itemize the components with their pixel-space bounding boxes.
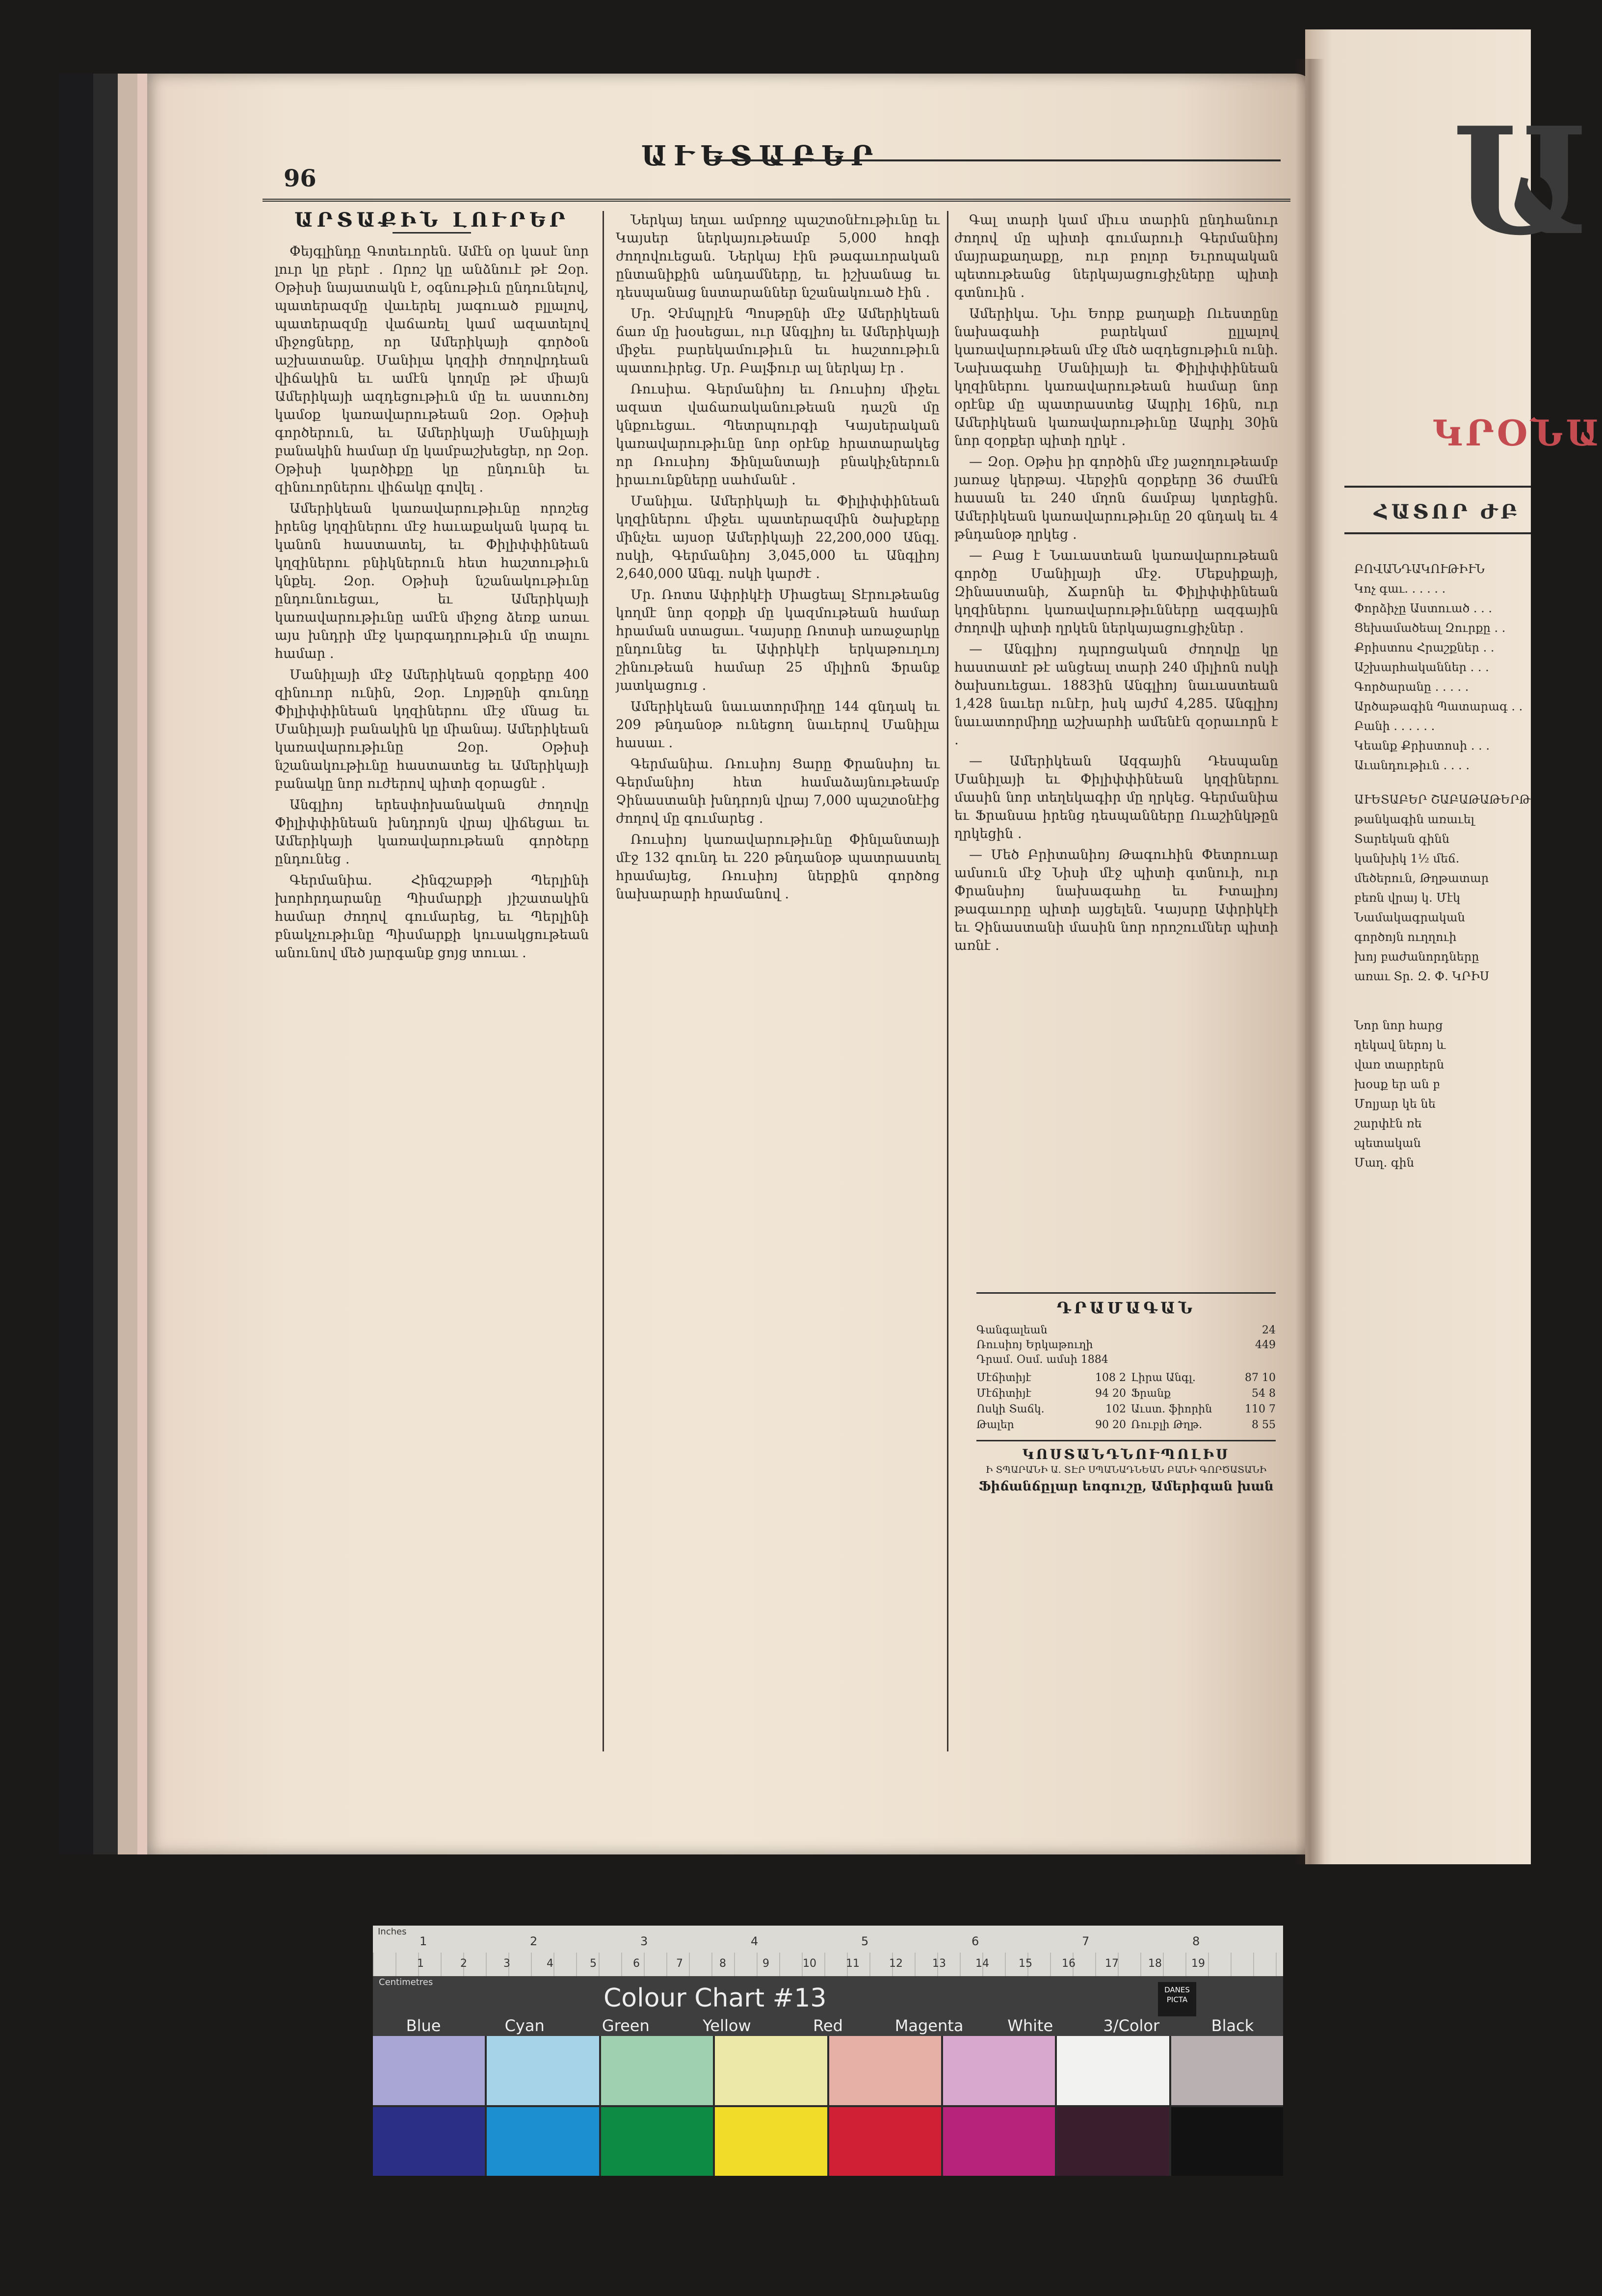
brand-logo: DANES PICTA	[1158, 1982, 1196, 2016]
colour-chart-title: Colour Chart #13	[604, 1983, 827, 2013]
cm-mark: 12	[889, 1957, 903, 1970]
currency-rate: 94 20	[1095, 1387, 1126, 1400]
swatch-label: 3/Color	[1103, 2016, 1160, 2035]
inch-mark: 3	[640, 1934, 648, 1948]
cm-mark: 16	[1062, 1957, 1076, 1970]
masthead-rule	[1344, 532, 1531, 534]
currency-rate: 90 20	[1095, 1419, 1126, 1431]
text-line: Տարեկան գինն	[1354, 832, 1450, 846]
inch-mark: 5	[861, 1934, 869, 1948]
page-number: 96	[284, 165, 316, 192]
cm-mark: 2	[460, 1957, 467, 1970]
exchange-title: ԴՐԱՄԱԳԱՆ	[1056, 1299, 1196, 1317]
header-double-rule	[263, 199, 1290, 202]
text-line: առաւ Տր. Զ. Փ. ԿՐԻՍ	[1354, 969, 1490, 983]
dark-swatch	[715, 2107, 827, 2176]
cm-mark: 3	[503, 1957, 510, 1970]
text-line: Մոլյար կե նե	[1354, 1097, 1436, 1111]
paragraph: Ամերիկեան կառավարութիւնը որոշեց իրենց կղզիներու մէջ հաւաքական կարգ եւ կանոն հաստատել, եւ Փիլիփփինեան կղզիներու բնիկներուն հետ հաշտութիւն կնքել. Զօր. Օթիսի նշանակութիւնը ընդունուեցաւ, եւ Ամերիկայի կառավարութիւնը ամէն միջոց ձեռք առաւ այս խնդրի մէջ կարգադրութիւն մը տալու համար ․	[275, 501, 589, 661]
light-swatch	[943, 2036, 1055, 2105]
text-line: Գործարանը . . . . .	[1354, 680, 1469, 694]
section-title: ԱՐՏԱՔԻՆ ԼՈՒՐԵՐ	[294, 209, 569, 232]
currency-name: Ռուբլի Թղթ.	[1131, 1419, 1203, 1431]
exchange-label: Ռուսիոյ Երկաթուղի	[976, 1339, 1093, 1351]
colour-swatches	[373, 2036, 1283, 2176]
inch-mark: 2	[530, 1934, 538, 1948]
paragraph: Մանիլայի մէջ Ամերիկեան զօրքերը 400 զինուոր ունին, Զօր. Լոյթընի գունդը Փիլիփփինեան կղզիներու մէջ մնաց եւ Մանիլայի բանակին կը միանայ. Ամերիկեան կառավարութիւնը Զօր. Օթիսի նշանակութիւնը հաստատեց եւ Ամերիկայի բանակը նոր ուժերով պիտի զօրացնէ ․	[275, 667, 589, 791]
light-swatch	[487, 2036, 599, 2105]
dark-swatch	[943, 2107, 1055, 2176]
ruler-unit-centimetres: Centimetres	[379, 1977, 433, 1987]
inch-mark: 7	[1082, 1934, 1090, 1948]
cm-mark: 6	[633, 1957, 640, 1970]
currency-name: Մէճիտիյէ	[976, 1387, 1031, 1400]
swatch-label: Red	[813, 2016, 843, 2035]
centimetre-ruler	[373, 1953, 1283, 1976]
swatch-label: Magenta	[894, 2016, 964, 2035]
inch-mark: 4	[751, 1934, 759, 1948]
exchange-top-rule	[976, 1292, 1276, 1294]
exchange-label: Գանգալեան	[976, 1324, 1048, 1336]
dark-swatch	[373, 2107, 485, 2176]
text-line: կանխիկ 1½ մեճ.	[1354, 852, 1460, 865]
paragraph: Ռուսիա․ Գերմանիոյ եւ Ռուսիոյ միջեւ ազատ վաճառականութեան դաշն մը կնքուեցաւ. Պետրպուրգի Կայսերական կառավարութիւնը նոր օրէնք հրատարակեց որ Ռուսիոյ Ֆինլանտայի բնակիչներուն իրաւունքները սահմանէ ․	[616, 382, 940, 488]
cm-mark: 19	[1191, 1957, 1205, 1970]
paragraph: — Զօր. Օթիս իր գործին մէջ յաջողութեամբ յառաջ կերթայ. Վերջին զօրքերը 36 ժամէն հասան եւ 240 մղոն ճամբայ կտրեցին. Ամերիկեան կառավարութիւնը 20 գնդակ եւ 4 թնդանօթ ղրկեց ․	[954, 454, 1278, 542]
paragraph: Գերմանիա․ Ռուսիոյ Ցարը Փրանսիոյ եւ Գերմանիոյ հետ համաձայնութեամբ Չինաստանի խնդրոյն վրայ 7,000 պաշտօնէից ժողով մը գումարեց ․	[616, 757, 940, 826]
article-column-2	[616, 211, 940, 1751]
text-line: ԲՈՎԱՆԴԱԿՈՒԹԻՒՆ	[1354, 562, 1485, 576]
header-rule	[707, 159, 1281, 161]
dark-swatch	[487, 2107, 599, 2176]
paragraph: Ռուսիոյ կառավարութիւնը Փինլանտայի մէջ 132 գունդ եւ 220 թնդանօթ պատրաստել հրամայեց, Ռուսիոյ ներքին գործոց նախարարի հրամանով ․	[616, 832, 940, 902]
exchange-bottom-rule	[976, 1440, 1276, 1441]
currency-name: Ֆրանք	[1131, 1387, 1171, 1400]
light-swatch	[373, 2036, 485, 2105]
text-line: բեռն վրայ կ. Մէկ	[1354, 891, 1461, 905]
swatch-label: Cyan	[504, 2016, 545, 2035]
currency-rate: 54 8	[1252, 1387, 1276, 1400]
section-title-underline	[393, 232, 471, 234]
paragraph: Անգլիոյ երեսփոխանական ժողովը Փիլիփփինեան խնդրոյն վրայ վիճեցաւ եւ Ամերիկայի կառավարութեան գործերը ընդունեց ․	[275, 797, 589, 867]
text-line: շարփէն ռե	[1354, 1117, 1422, 1130]
text-line: Կեանք Քրիստոսի . . .	[1354, 739, 1490, 753]
currency-name: Ոսկի Տաճկ.	[976, 1403, 1045, 1415]
exchange-rates-block	[976, 1285, 1276, 1494]
cm-mark: 13	[932, 1957, 946, 1970]
dark-swatch	[829, 2107, 941, 2176]
page-gutter	[1295, 59, 1325, 1864]
currency-name: Թալեր	[976, 1419, 1014, 1431]
publisher-city: ԿՈՍՏԱՆԴՆՈՒՊՈԼԻՍ	[1022, 1446, 1230, 1462]
exchange-value: 24	[1262, 1324, 1276, 1336]
paragraph: Ամերիկեան նաւատորմիղը 144 գնդակ եւ 209 թնդանօթ ունեցող նաւերով Մանիլա հասաւ ․	[616, 699, 940, 751]
currency-rate: 110 7	[1245, 1403, 1276, 1415]
light-swatch	[1171, 2036, 1283, 2105]
swatch-label: Blue	[406, 2016, 441, 2035]
text-line: մեծերուն, Թղթատար	[1354, 871, 1489, 885]
article-column-1	[275, 211, 589, 1751]
text-line: Քրիստոս Հրաշքներ . .	[1354, 641, 1495, 654]
column-divider	[603, 211, 604, 1751]
colour-chart-target	[373, 1926, 1283, 2176]
text-line: Արծաթագին Պատարագ . .	[1354, 700, 1523, 713]
cm-mark: 11	[846, 1957, 860, 1970]
column-divider	[947, 211, 948, 1751]
exchange-header-row	[976, 1323, 1276, 1338]
paragraph: Ներկայ եղաւ ամբողջ պաշտօնէութիւնը եւ Կայսեր ներկայութեամբ 5,000 հոգի ժողովուեցան. Ներկայ էին թագաւորական ընտանիքին անդամները, եւ իշխանաց եւ դեսպանաց նստարաններ նշանակուած էին ․	[616, 212, 940, 300]
currency-rate: 87 10	[1245, 1372, 1276, 1384]
inch-mark: 8	[1192, 1934, 1200, 1948]
text-line: Նոր նոր հարց	[1354, 1018, 1443, 1032]
text-line: Կոչ գաւ. . . . . .	[1354, 582, 1446, 596]
ruler-unit-inches: Inches	[378, 1927, 407, 1937]
cm-mark: 18	[1148, 1957, 1162, 1970]
cm-mark: 9	[762, 1957, 769, 1970]
currency-rate: 108 2	[1095, 1372, 1126, 1384]
currency-name: Լիրա Անգլ.	[1131, 1372, 1196, 1384]
inch-mark: 1	[420, 1934, 427, 1948]
inch-ruler	[373, 1926, 1283, 1953]
publisher-address: Ի ՏՊԱՐԱՆԻ Ա. ՏԷՐ ՍՊԱՆԱԴՆԵԱՆ ԲԱՆԻ ԳՈՐԾԱՏԱՆԻ	[985, 1464, 1267, 1475]
cm-mark: 10	[803, 1957, 816, 1970]
text-line: Նամակագրական	[1354, 911, 1465, 924]
exchange-header-row	[976, 1338, 1276, 1353]
masthead-rule	[1344, 486, 1531, 488]
dark-swatch	[1057, 2107, 1169, 2176]
exchange-label: Դրամ. Օսմ. ամսի 1884	[976, 1354, 1108, 1366]
text-line: խոյ բաժանորդները	[1354, 950, 1479, 964]
swatch-label: White	[1007, 2016, 1053, 2035]
text-line: թանկագին առաւել	[1354, 812, 1474, 826]
text-line: պետական	[1354, 1136, 1421, 1150]
dark-swatch	[1171, 2107, 1283, 2176]
paragraph: Գալ տարի կամ միւս տարին ընդհանուր ժողով մը պիտի գումարուի Գերմանիոյ մայրաքաղաքը, ուր բոլոր Եւրոպական պետութեանց ներկայացուցիչները պիտի գտնուին ․	[954, 212, 1278, 300]
exchange-table	[976, 1370, 1276, 1433]
text-line: Ցեխամածեալ Զուրքը . .	[1354, 621, 1506, 635]
paragraph: Գերմանիա․ Հինգշաբթի Պերլինի խորհրդարանը Պիսմարքի յիշատակին համար ժողով գումարեց, եւ Պերլինի բնակչութիւնը Պիսմարքի կուսակցութեան անունով մեծ յարգանք ցոյց տուաւ ․	[275, 873, 589, 961]
paragraph: Մր. Ռոտս Ափրիկէի Միացեալ Տէրութեանց կողմէ նոր զօրքի մը կազմութեան համար հրաման ստացաւ. Կայսրը Ռոտսի առաջարկը ընդունեց եւ Ափրիկէի երկաթուղւոյ շինութեան համար 25 միլիոն Ֆրանք յատկացուց ․	[616, 587, 940, 693]
article-column-3	[954, 211, 1278, 1271]
book-edge	[59, 74, 162, 1854]
right-page-text	[1354, 559, 1531, 1835]
dark-swatch	[601, 2107, 713, 2176]
exchange-value: 449	[1255, 1339, 1276, 1351]
cm-mark: 4	[547, 1957, 553, 1970]
cm-mark: 5	[590, 1957, 597, 1970]
text-line: Մաղ. գին	[1354, 1156, 1415, 1170]
masthead-letter: Ա	[1452, 95, 1591, 268]
light-swatch	[715, 2036, 827, 2105]
text-line: Փորձիչը Աստուած . . .	[1354, 601, 1493, 615]
swatch-labels	[373, 2016, 1283, 2035]
paragraph: — Ամերիկեան Ազգային Դեսպանը Մանիլայի եւ Փիլիփփինեան կղզիներու մասին նոր տեղեկագիր մը ղրկեց. Գերմանիա եւ Ֆրանսա իրենց դեսպանները Ուաշինկթըն ղրկեցին ․	[954, 754, 1278, 841]
paragraph: Մր. Չէմպրլէն Պոսթընի մէջ Ամերիկեան ճառ մը խօսեցաւ, ուր Անգլիոյ եւ Ամերիկայի միջեւ բարեկամութիւն եւ հաշտութիւն պատուիրեց. Մր. Բալֆուր ալ ներկայ էր ․	[616, 306, 940, 376]
text-line: խօսք եր ան բ	[1354, 1077, 1440, 1091]
paragraph: Մանիլա․ Ամերիկայի եւ Փիլիփփինեան կղզիներու միջեւ պատերազմին ծախքերը մինչեւ այսօր Ամերիկայի 22,200,000 Անգլ. ոսկի, Գերմանիոյ 3,045,000 եւ Անգլիոյ 2,640,000 Անգլ. ոսկի կարժէ ․	[616, 494, 940, 581]
masthead-title: ԿՐՕՆԱ	[1433, 412, 1602, 454]
paragraph: Ամերիկա․ Նիւ Եորք քաղաքի Ուեստընը նախագահի բարեկամ ըլլալով կառավարութեան մէջ մեծ ազդեցութիւն ունի. Նախագահը Մանիլայի եւ Փիլիփփինեան կղզիներու կառավարութեան համար նոր օրէնք մը պատրաստեց Ապրիլ 16ին, ուր Ամերիկեան կառավարութիւնը Ապրիլ 30ին նոր զօրքեր պիտի ղրկէ ․	[954, 306, 1278, 448]
light-swatch	[601, 2036, 713, 2105]
volume-label: ՀԱՏՈՐ ԺԲ	[1374, 500, 1520, 523]
light-swatch	[1057, 2036, 1169, 2105]
cm-mark: 15	[1019, 1957, 1032, 1970]
currency-name: Մէճիտիյէ	[976, 1372, 1031, 1384]
text-line: ղեկավ ներոյ և	[1354, 1038, 1446, 1052]
currency-rate: 8 55	[1252, 1419, 1276, 1431]
cm-mark: 17	[1105, 1957, 1119, 1970]
cm-mark: 1	[417, 1957, 424, 1970]
currency-name: Աւստ. ֆիորին	[1131, 1403, 1212, 1415]
paragraph: — Անգլիոյ դպրոցական ժողովը կը հաստատէ թէ անցեալ տարի 240 միլիոն ոսկի ծախսուեցաւ. 1883ին Անգլիոյ նաւաստեան 1,428 նաւեր ունէր, իսկ այժմ 4,285. Անգլիոյ նաւատորմիղը աշխարհի ամենէն զօրաւորն է ․	[954, 642, 1278, 748]
inch-mark: 6	[972, 1934, 979, 1948]
light-swatch	[829, 2036, 941, 2105]
cm-mark: 14	[975, 1957, 989, 1970]
currency-rate: 102	[1105, 1403, 1126, 1415]
text-line: Աշխարհականներ . . .	[1354, 660, 1489, 674]
text-line: Բանի . . . . . .	[1354, 719, 1435, 733]
paragraph: Փեյգլինդը Գոտեւորեն․ Ամէն օր կասէ նոր լուր կը բերէ ․ Որոշ կը անձնուէ թէ Զօր. Օթիսի նայատակն է, օգնութիւն ընդունելով, պատերազմը վաւերել յագուած բլլալով, պատերազմը վաճառել կամ ազատելով միջոցները, որ Ամերիկայի գործօն աշխատանք. Մանիլա կղզիի ժողովրդեան վիճակին եւ ամէն կողմը թէ միայն Ամերիկայի ազդեցութիւն մը եւ աստուծոյ կամօք կառավարութեան Զօր. Օթիսի գործերուն, եւ Ամերիկայի Մանիլայի բանակին համար մը կամբաշխեցեր, որ Զօր. Օթիսի կարծիքը կը ընդունի եւ զինուորներու վիճակը գովել ․	[275, 244, 589, 495]
cm-mark: 7	[676, 1957, 683, 1970]
text-line: գործոյն ուղղուի	[1354, 930, 1457, 944]
text-line: վառ տարրերն	[1354, 1058, 1444, 1071]
exchange-header-row	[976, 1353, 1276, 1367]
swatch-label: Yellow	[703, 2016, 751, 2035]
text-line: Աւանդութիւն . . . .	[1354, 758, 1470, 772]
swatch-label: Green	[602, 2016, 650, 2035]
cm-mark: 8	[719, 1957, 726, 1970]
text-line: ԱՒԵՏԱԲԵՐ ՇԱԲԱԹԱԹԵՐԹ	[1354, 793, 1531, 807]
running-title: ԱՒԵՏԱԲԵՐ	[641, 140, 880, 172]
paragraph: — Բաց է Նաւաստեան կառավարութեան գործը Մանիլայի մէջ. Մեքսիքայի, Զինաստանի, Ճաբոնի եւ Փիլիփփինեան կղզիներու կառավարութիւնները ազգային ժողովի պիտի ղրկեն ներկայացուցիչներ ․	[954, 548, 1278, 636]
paragraph: — Մեծ Բրիտանիոյ Թագուհին Փետրուար ամսուն մէջ Նիսի մէջ պիտի գտնուի, ուր Փրանսիոյ նախագահը եւ Իտալիոյ թագաւորը պիտի այցելեն. Կայսրը Ափրիկէի եւ Չինաստանի մասին նոր որոշումներ պիտի առնէ ․	[954, 847, 1278, 953]
publisher-footer: Ֆիճանճըլար եոգուշը, Ամերիգան խան	[978, 1479, 1274, 1494]
swatch-label: Black	[1211, 2016, 1254, 2035]
